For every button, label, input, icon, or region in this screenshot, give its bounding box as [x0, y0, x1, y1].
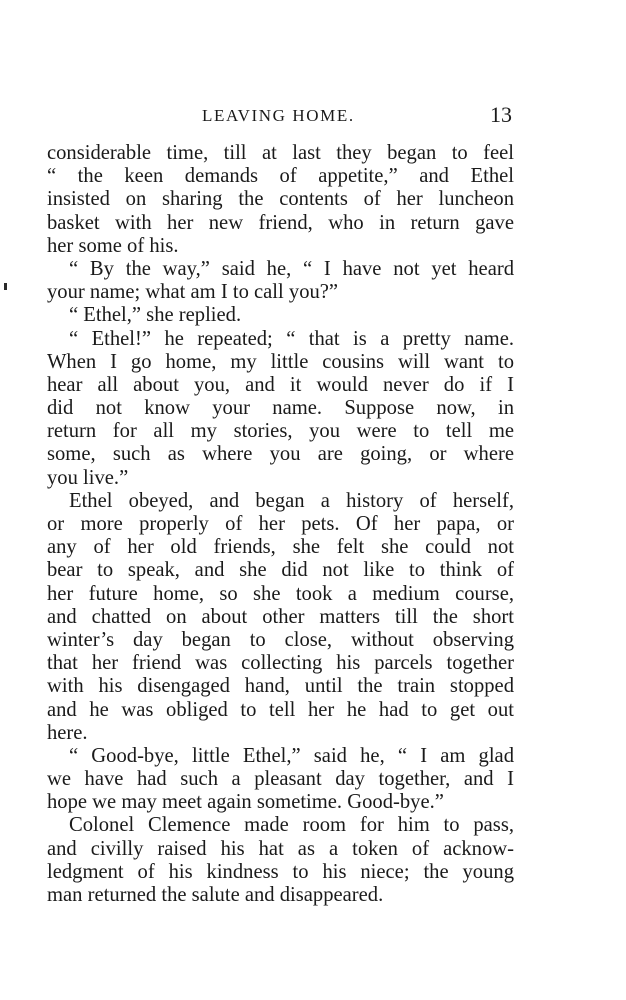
running-head: [0, 102, 626, 132]
text-line: hear all about you, and it would never do if I: [47, 373, 514, 396]
margin-ink-mark: [4, 283, 7, 290]
text-line: Ethel obeyed, and began a history of herself,: [69, 489, 514, 512]
text-line: winter’s day began to close, without observing: [47, 628, 514, 651]
text-line: that her friend was collecting his parcels together: [47, 652, 514, 675]
text-line: “ Ethel!” he repeated; “ that is a pretty name.: [69, 327, 514, 350]
text-line: Colonel Clemence made room for him to pass,: [69, 814, 514, 837]
running-title: LEAVING HOME.: [202, 106, 355, 125]
text-line: When I go home, my little cousins will want to: [47, 350, 514, 373]
text-line: with his disengaged hand, until the train stopped: [47, 675, 514, 698]
text-line: man returned the salute and disappeared.: [47, 884, 384, 906]
text-line: “ Good-bye, little Ethel,” said he, “ I am glad: [69, 744, 514, 767]
text-line: ledgment of his kindness to his niece; the young: [47, 860, 514, 883]
page-number: 13: [490, 102, 512, 127]
text-line: insisted on sharing the contents of her luncheon: [47, 188, 514, 211]
text-line: considerable time, till at last they began to feel: [47, 142, 514, 164]
text-line: her future home, so she took a medium course,: [47, 582, 514, 605]
text-line: basket with her new friend, who in return gave: [47, 211, 514, 234]
text-line: return for all my stories, you were to tell me: [47, 420, 514, 443]
text-line: here.: [47, 721, 88, 744]
text-line: any of her old friends, she felt she could not: [47, 536, 514, 559]
text-line: some, such as where you are going, or where: [47, 443, 514, 466]
text-line: her some of his.: [47, 234, 179, 257]
text-line: “ the keen demands of appetite,” and Ethel: [47, 165, 514, 188]
text-line: you live.”: [47, 466, 129, 489]
text-line: and he was obliged to tell her he had to get out: [47, 698, 514, 721]
text-line: and civilly raised his hat as a token of acknow-: [47, 837, 514, 860]
text-line: your name; what am I to call you?”: [47, 281, 339, 304]
body-text: [47, 142, 514, 907]
text-line: and chatted on about other matters till the short: [47, 605, 514, 628]
text-line: did not know your name. Suppose now, in: [47, 397, 514, 420]
text-line: we have had such a pleasant day together, and I: [47, 768, 514, 791]
text-line: bear to speak, and she did not like to think of: [47, 559, 514, 582]
text-line: hope we may meet again sometime. Good-bye.”: [47, 791, 444, 814]
text-line: “ Ethel,” she replied.: [69, 304, 242, 327]
text-line: or more properly of her pets. Of her papa, or: [47, 513, 514, 535]
text-line: “ By the way,” said he, “ I have not yet heard: [69, 257, 514, 280]
